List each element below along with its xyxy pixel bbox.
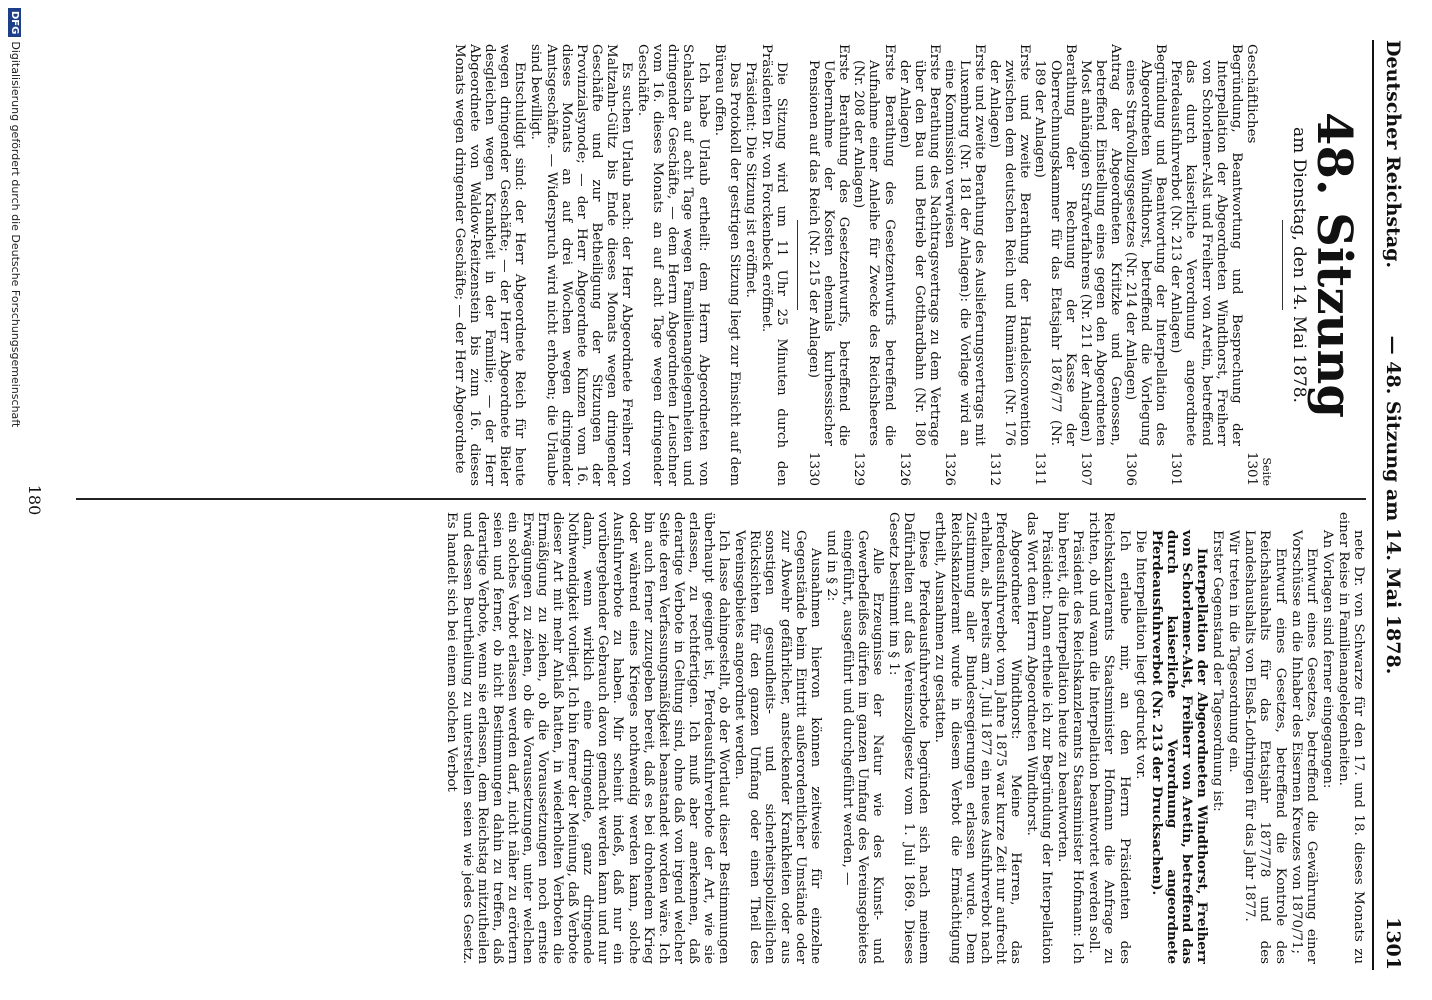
paragraph: Alle Erzeugnisse der Natur wie des Kunst- und Gewerbefleißes dürfen im ganzen Umfang des Vereinsgebietes eingeführt, ausgeführt und durchgeführt werden, — bbox=[839, 530, 886, 964]
toc-entry-page: 1329 bbox=[851, 451, 867, 486]
toc-entry-page: 1307 bbox=[1077, 451, 1093, 486]
toc-row bbox=[1032, 44, 1077, 486]
toc-entry-text: Berathung der Rechnung der Kasse der Oberrechnungskammer für das Etatsjahr 1876/77 (Nr. 189 der Anlagen) bbox=[1032, 44, 1078, 446]
paragraph: Wir treten in die Tagesordnung ein. bbox=[1226, 530, 1242, 773]
left-column bbox=[76, 44, 1366, 486]
paragraph: Diese Pferdeausfuhrverbote begründen sich nach meinem Dafürhalten auf das Vereinszollgesetz vom 1. Juli 1869. Dieses Gesetz bestimmt im § 1: bbox=[886, 512, 932, 964]
toc-entry-page: 1301 bbox=[1243, 451, 1259, 486]
paragraph: Ausnahmen hiervon können zeitweise für einzelne Gegenstände beim Eintritt außerordentlicher Umstände oder zur Abwehr gefährlicher, ansteckender Krankheiten oder aus sonstigen gesundheits- und sicherheitspolizeilichen Rücksichten für den ganzen Umfang oder einen Theil des Vereinsgebietes angeordnet werden. bbox=[732, 530, 823, 964]
toc-entry-text: Begründung, Beantwortung und Besprechung der Interpellation der Abgeordneten Windthorst, Freiherr von Schorlemer-Alst und Freiherr von Aretin, betreffend das durch kaiserliche Verordnung angeordnete Pferdeausfuhrverbot (Nr. 213 der Anlagen) bbox=[1168, 44, 1244, 446]
paragraph: Die Sitzung wird um 11 Uhr 25 Minuten durch den Präsidenten Dr. von Forckenbeck eröffnet. bbox=[758, 44, 789, 486]
toc-row bbox=[942, 44, 987, 486]
paragraph: Erster Gegenstand der Tagesordnung ist: bbox=[1210, 530, 1226, 812]
paragraph: Präsident: Dann ertheile ich zur Begründung der Interpellation das Wort dem Herrn Abgeordneten Windthorst. bbox=[1024, 512, 1055, 964]
paragraph: und in § 2: bbox=[823, 530, 839, 602]
toc-entry-text: Begründung und Beantwortung der Interpellation des Abgeordneten Windthorst, betreffend die Vorlegung eines Strafvollzugsgesetzes (Nr. 214 der Anlagen) bbox=[1123, 44, 1169, 446]
right-column bbox=[76, 512, 1366, 964]
toc-row bbox=[1168, 44, 1243, 486]
toc-entry-text: Erste und zweite Berathung des Auslieferungsvertrags mit Luxemburg (Nr. 181 der Anlagen): die Vorlage wird an eine Kommission verwiesen bbox=[941, 44, 988, 446]
toc-entry-page: 1306 bbox=[1123, 451, 1139, 486]
header-page-number: 1301 bbox=[1382, 917, 1404, 970]
paragraph: Das Protokoll der gestrigen Sitzung liegt zur Einsicht auf dem Büreau offen. bbox=[711, 44, 742, 486]
toc-row bbox=[806, 44, 851, 486]
toc-entry-text: Erste und zweite Berathung der Handelsconvention zwischen dem deutschen Reich und Rumänien (Nr. 176 der Anlagen) bbox=[987, 44, 1033, 446]
paragraph: Präsident: Die Sitzung ist eröffnet. bbox=[742, 62, 758, 298]
toc-entry-page: 1326 bbox=[896, 451, 912, 486]
toc-row bbox=[897, 44, 942, 486]
toc-entry-page: 1311 bbox=[1032, 451, 1048, 486]
toc-seite-label: Seite bbox=[1259, 457, 1273, 486]
toc-entry-text: Erste Berathung des Nachtragsvertrags zu dem Vertrage über den Bau und Betrieb der Gotthardbahn (Nr. 180 der Anlagen) bbox=[896, 44, 942, 446]
toc-divider bbox=[797, 220, 798, 310]
table-of-contents bbox=[806, 44, 1259, 486]
paragraph: Ich habe Urlaub ertheilt: dem Herrn Abgeordneten von Schalscha auf acht Tage wegen Familienangelegenheiten und dringender Geschäfte, — dem Herrn Abgeordneten Leuschner vom 16. dieses Monats an auf acht Tage wegen dringender Geschäfte. bbox=[635, 44, 711, 486]
paragraph: nete Dr. von Schwarze für den 17. und 18. dieses Monats zu einer Reise in Familienangelegenheiten. bbox=[1335, 512, 1366, 964]
header-left: Deutscher Reichstag. bbox=[1382, 40, 1404, 269]
paragraph: Es suchen Urlaub nach: der Herr Abgeordnete Freiherr von Maltzahn-Gültz bis Ende dieses Monats wegen dringender Geschäfte und zur Betheiligung der Sitzungen der Provinzialsynode; — der Herr Abgeordnete Kunzen vom 16. dieses Monats an auf drei Wochen wegen dringender Amtsgeschäfte. — Widerspruch wird nicht erhoben; die Urlaube sind bewilligt. bbox=[528, 44, 635, 486]
paragraph: Die Interpellation liegt gedruckt vor. bbox=[1132, 530, 1148, 780]
toc-entry-page: 1312 bbox=[987, 451, 1003, 486]
toc-row bbox=[1244, 44, 1259, 486]
session-title: 48. Sitzung bbox=[1306, 112, 1362, 418]
column-divider bbox=[76, 498, 1366, 500]
paragraph: Abgeordneter Windthorst: Meine Herren, das Pferdeausfuhrverbot vom Jahre 1875 war kurze Zeit nur aufrecht erhalten, als bereits am 7. Juli 1877 ein neues Ausfuhrverbot nach Zustimmung aller Bundesregierungen erlassen wurde. Dem Reichskanzleramt wurde in diesem Verbot die Ermächtigung ertheilt, Ausnahmen zu gestatten. bbox=[932, 512, 1023, 964]
session-date: am Dienstag, den 14. Mai 1878. bbox=[1289, 127, 1309, 403]
dfg-logo-icon: DFG bbox=[8, 8, 21, 37]
paragraph: Präsident des Reichskanzleramts Staatsminister Hofmann: Ich bin bereit, die Interpellation heute zu beantworten. bbox=[1055, 512, 1086, 964]
paragraph: An Vorlagen sind ferner eingegangen: bbox=[1319, 530, 1335, 789]
toc-entry-page: 1301 bbox=[1168, 451, 1184, 486]
paragraph: Entschuldigt sind: der Herr Abgeordnete Reich für heute wegen dringender Geschäfte; — der Herr Abgeordnete Bieler desgleichen wegen Krankheit in der Familie; — der Herr Abgeordnete von Waldow-Reitzenstein bis zum 16. dieses Monats wegen dringender Geschäfte; — der Herr Abgeordnete bbox=[452, 44, 528, 486]
header-center: — 48. Sitzung am 14. Mai 1878. bbox=[1382, 335, 1404, 675]
toc-entry-page: 1326 bbox=[941, 451, 957, 486]
toc-row bbox=[987, 44, 1032, 486]
paragraph: Entwurf eines Gesetzes, betreffend die Kontrole des Reichshaushalts für das Etatsjahr 1877/78 und des Landeshaushalts von Elsaß-Lothringen für das Jahr 1877. bbox=[1242, 530, 1288, 964]
toc-entry-text: Erste Berathung des Gesetzentwurfs betreffend die Aufnahme einer Anleihe für Zwecke des Reichsheeres (Nr. 208 der Anlagen) bbox=[851, 44, 897, 446]
toc-row bbox=[851, 44, 896, 486]
toc-row bbox=[1123, 44, 1168, 486]
left-body-text bbox=[452, 44, 789, 486]
toc-entry-text: Erste Berathung des Gesetzentwurfs, betreffend die Uebernahme der Kosten ehemals kurhessischer Pensionen auf das Reich (Nr. 215 der Anlagen) bbox=[806, 44, 852, 446]
header-rule bbox=[1372, 40, 1374, 970]
paragraph: Ich lasse dahingestellt, ob der Wortlaut dieser Bestimmungen überhaupt geeignet ist, Pferdeausfuhrverbote der Art, wie sie erlassen, zu rechtfertigen. Ich muß aber anerkennen, daß derartige Verbote in Geltung sind, ohne daß von irgend welcher Seite deren Verfassungsmäßigkeit beanstandet worden wäre. Ich bin auch ferner zuzugeben bereit, daß es bei drohendem Krieg oder während eines Krieges nothwendig werden kann, solche Ausfuhrverbote zu haben. Mir scheint indeß, daß nur ein vorübergehender Gebrauch davon gemacht werden kann und nur dann, wenn wirklich eine dringende, ganz dringende Nothwendigkeit vorliegt. Ich bin ferner der Meinung, daß Verbote dieser Art mit mehr Anlaß hatten, in wiederholten Verboten die Ermäßigung zu ziehen, ob die Voraussetzungen noch ernste Erwägungen zu ziehen, ob die Voraussetzungen, unter welchen ein solches Verbot erlassen werden darf, nicht näher zu erörtern seien und ferner, ob nicht Bestimmungen dahin zu treffen, daß derartige Verbote, wenn sie erlassen, dem Reichstag mitzutheilen und dessen Beurtheilung zu unterstellen seien wie jedes Gesetz. Es handelt sich bei einem solchen Verbot bbox=[444, 512, 732, 964]
page-footer-number: 180 bbox=[25, 484, 44, 516]
toc-entry-text: Geschäftliches bbox=[1243, 44, 1259, 144]
toc-row bbox=[1078, 44, 1123, 486]
toc-entry-text: Antrag der Abgeordneten Kriitzke und Genossen, betreffend Einstellung eines gegen den Abgeordneten Most anhängigen Strafverfahrens (Nr. 211 der Anlagen) bbox=[1077, 44, 1123, 446]
toc-entry-page: 1330 bbox=[806, 451, 822, 486]
right-body-text bbox=[444, 512, 1366, 964]
running-header bbox=[1376, 40, 1410, 970]
title-divider bbox=[1282, 220, 1283, 310]
paragraph: Ich erlaube mir, an den Herrn Präsidenten des Reichskanzleramts Staatsminister Hofmann die Anfrage zu richten, ob und wann die Interpellation beantwortet werden soll. bbox=[1086, 512, 1132, 964]
digitization-credit bbox=[8, 8, 22, 427]
paragraph: Interpellation der Abgeordneten Windthorst, Freiherr von Schorlemer-Alst, Freiherr von Aretin, betreffend das durch kaiserliche Verordnung angeordnete Pferdeausfuhrverbot (Nr. 213 der Drucksachen). bbox=[1148, 530, 1211, 964]
credit-text: Digitalisierung gefördert durch die Deutsche Forschungsgemeinschaft bbox=[9, 41, 22, 428]
paragraph: Entwurf eines Gesetzes, betreffend die Gewährung einer Vorschüsse an die Inhaber des Eisernen Kreuzes von 1870/71; bbox=[1288, 530, 1319, 964]
